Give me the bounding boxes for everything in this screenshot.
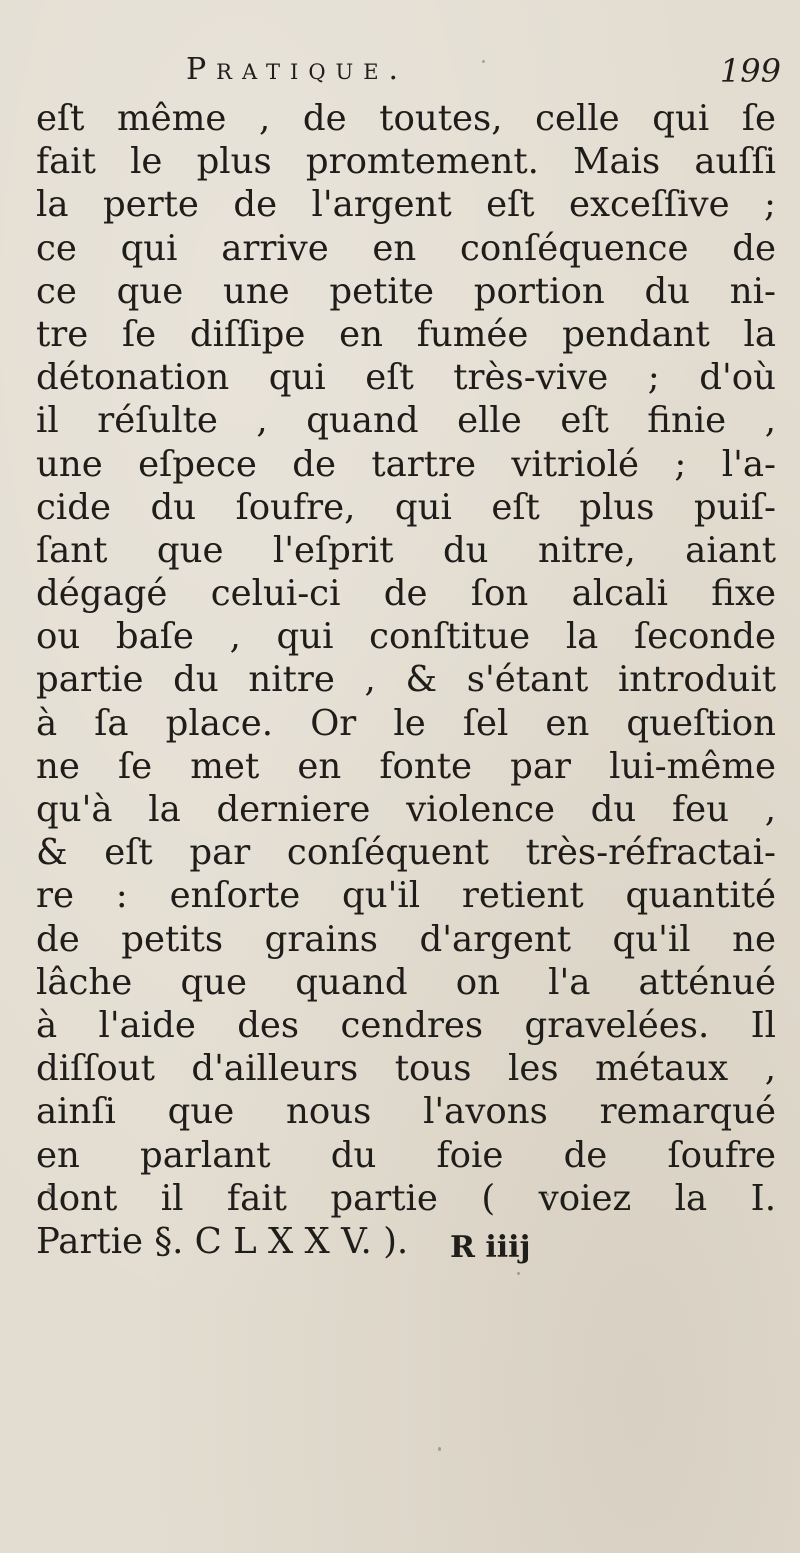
body-text bbox=[36, 97, 776, 1263]
text-line: eſt même , de toutes, celle qui ſe bbox=[36, 98, 776, 139]
text-line: dont il fait partie ( voiez la I. bbox=[36, 1177, 776, 1219]
text-line: une eſpece de tartre vitriolé ; l'a- bbox=[36, 443, 776, 485]
text-line: & eſt par conſéquent très-réfractai- bbox=[36, 832, 776, 874]
text-line: de petits grains d'argent qu'il ne bbox=[36, 918, 776, 960]
text-line: ou baſe , qui conſtitue la ſeconde bbox=[36, 616, 776, 658]
text-line: ce que une petite portion du ni- bbox=[36, 270, 776, 312]
text-line: ne ſe met en fonte par lui-même bbox=[36, 745, 776, 787]
running-head bbox=[36, 48, 781, 98]
text-line: ce qui arrive en conſéquence de bbox=[36, 227, 776, 269]
text-line: à l'aide des cendres gravelées. Il bbox=[36, 1004, 776, 1046]
text-line: à ſa place. Or le ſel en queſtion bbox=[36, 702, 776, 744]
paper-speck bbox=[482, 60, 485, 63]
paper-speck bbox=[438, 1447, 441, 1451]
running-title: Pratique. bbox=[186, 52, 409, 87]
text-line: il réſulte , quand elle eſt finie , bbox=[36, 400, 776, 442]
text-line: ainſi que nous l'avons remarqué bbox=[36, 1091, 776, 1133]
text-line: qu'à la derniere violence du feu , bbox=[36, 789, 776, 830]
text-line: en parlant du foie de ſoufre bbox=[36, 1134, 776, 1176]
text-line: re : enſorte qu'il retient quantité bbox=[36, 875, 776, 917]
paper-speck bbox=[517, 1272, 520, 1275]
paper-speck bbox=[546, 1193, 549, 1196]
text-line: partie du nitre , & s'étant introduit bbox=[36, 659, 776, 701]
page-number: 199 bbox=[719, 52, 781, 90]
text-line: ſant que l'eſprit du nitre, aiant bbox=[36, 529, 776, 571]
paper-speck bbox=[47, 1188, 51, 1192]
text-line: Partie §. C L X X V. ). bbox=[36, 1220, 409, 1262]
text-line: tre ſe diſſipe en fumée pendant la bbox=[36, 313, 776, 355]
text-line: cide du ſoufre, qui eſt plus puiſ- bbox=[36, 486, 776, 528]
text-line: lâche que quand on l'a atténué bbox=[36, 961, 776, 1003]
signature-mark: R iiij bbox=[450, 1230, 531, 1265]
text-line: diſſout d'ailleurs tous les métaux , bbox=[36, 1048, 776, 1090]
text-line: détonation qui eſt très-vive ; d'où bbox=[36, 357, 776, 399]
text-line: la perte de l'argent eſt exceſſive ; bbox=[36, 184, 776, 226]
text-line: fait le plus promtement. Mais auſſi bbox=[36, 141, 776, 183]
text-line: dégagé celui-ci de ſon alcali fixe bbox=[36, 573, 776, 615]
